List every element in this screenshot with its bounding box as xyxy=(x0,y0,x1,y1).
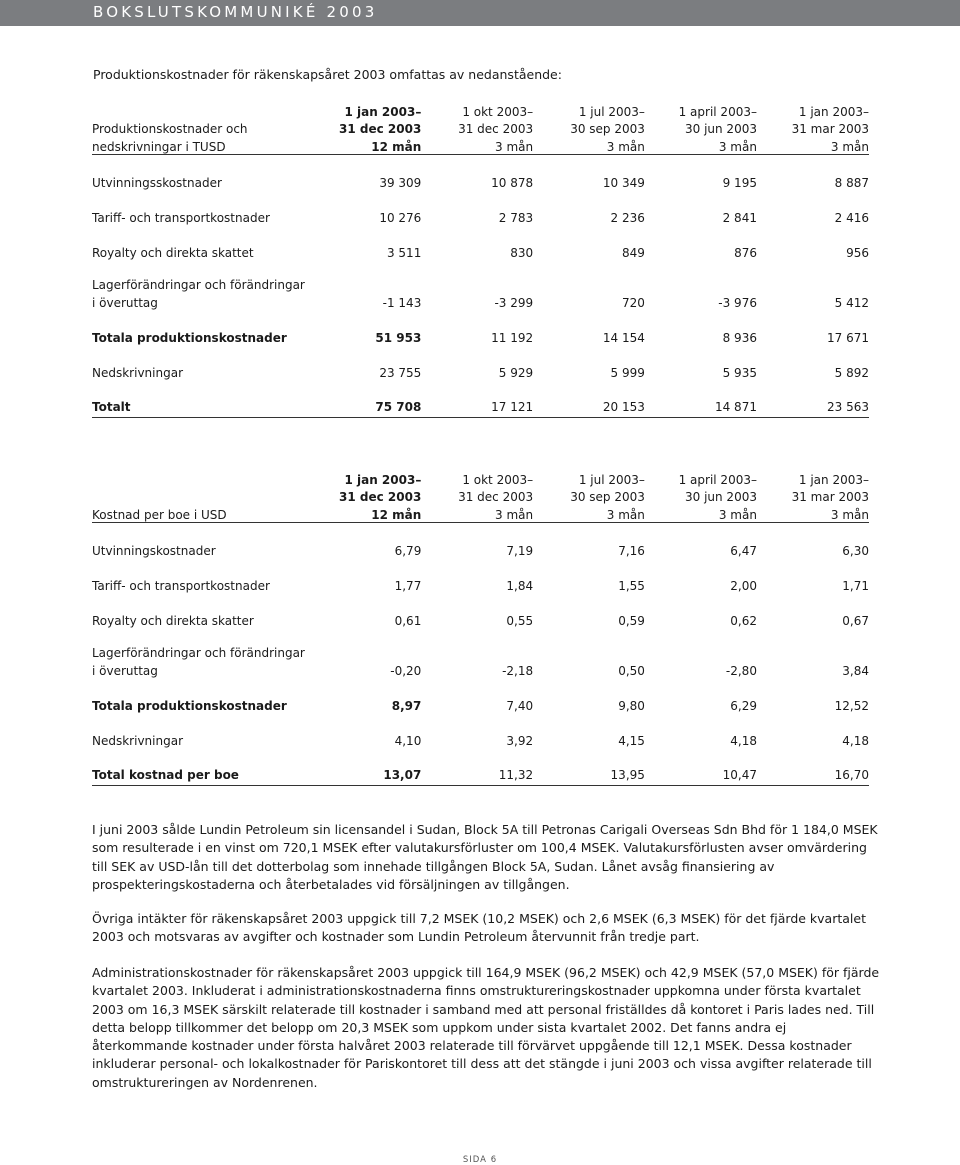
cell: 1,84 xyxy=(506,579,534,593)
row-label: Royalty och direkta skatter xyxy=(92,614,254,628)
cell: 11 192 xyxy=(491,330,534,345)
row-label: Royalty och direkta skattet xyxy=(92,246,254,260)
column-header: 12 mån xyxy=(339,136,421,155)
table-row xyxy=(92,628,869,660)
table-row xyxy=(92,190,869,225)
cell: 17 121 xyxy=(421,380,533,418)
cell: 4,18 xyxy=(842,733,869,748)
cell: 10 878 xyxy=(491,176,534,190)
column-header: 31 dec 2003 xyxy=(339,122,422,136)
cell: 2 236 xyxy=(610,211,645,225)
production-cost-table xyxy=(92,101,869,418)
cell: 4,10 xyxy=(394,733,422,748)
cell: 8 936 xyxy=(722,330,757,345)
cell: 0,50 xyxy=(618,663,645,678)
table-row xyxy=(92,593,869,628)
cell: 17 671 xyxy=(827,330,869,345)
cell: 16,70 xyxy=(757,748,869,786)
cell: 2,00 xyxy=(730,579,757,593)
cell: -3 976 xyxy=(718,295,757,310)
paragraph-admin-costs: Administrationskostnader för räkenskapsåret 2003 uppgick till 164,9 MSEK (96,2 MSEK) och 42,9 MSEK (57,0 MSEK) för fjärde kvartalet 2003. Inkluderat i administrationskostnaderna finns omstruktureringskostnader uppkomna under första kvartalet 2003 om 16,3 MSEK särskilt relaterade till kostnader i samband med att personal friställdes då kontoret i Paris lades ned. Till detta belopp tillkommer det belopp om 20,3 MSEK som uppkom under sista kvartalet 2002. Det fanns andra ej återkommande kostnader under första halvåret 2003 relaterade till förvärvet uppgående till 12,1 MSEK. Dessa kostnader inkluderar personal- och lokalkostnader för Pariskontoret till dess att det stängde i juni 2003 och vissa avgifter relaterade till omstruktureringen av Nordenrenen. xyxy=(92,965,880,1090)
row-label: Utvinningsskostnader xyxy=(92,176,222,190)
row-label: Nedskrivningar xyxy=(92,733,183,748)
column-header: 1 april 2003– xyxy=(678,472,757,487)
table-header-label: Produktionskostnader och xyxy=(92,122,248,136)
cell: 5 999 xyxy=(610,365,645,380)
column-header: 1 jan 2003– xyxy=(798,472,869,487)
cell: 830 xyxy=(510,246,534,260)
column-header: 12 mån xyxy=(339,504,421,523)
table-row xyxy=(92,225,869,260)
column-header: 1 jan 2003– xyxy=(344,472,422,487)
cell: 3,84 xyxy=(842,663,869,678)
column-header: 1 jul 2003– xyxy=(578,472,645,487)
cost-per-boe-table xyxy=(92,469,869,786)
row-label: Tariff- och transportkostnader xyxy=(92,211,270,225)
column-header: 31 mar 2003 xyxy=(791,490,869,504)
table-header-label: nedskrivningar i TUSD xyxy=(92,136,339,155)
column-header: 31 dec 2003 xyxy=(458,490,534,504)
intro-text: Produktionskostnader för räkenskapsåret 2003 omfattas av nedanstående: xyxy=(93,67,562,82)
column-header: 1 okt 2003– xyxy=(462,104,534,119)
cell: 1,77 xyxy=(394,579,422,593)
cell: 5 935 xyxy=(722,365,757,380)
cell: 6,29 xyxy=(730,698,757,713)
cell: 20 153 xyxy=(533,380,645,418)
paragraph-other-income: Övriga intäkter för räkenskapsåret 2003 uppgick till 7,2 MSEK (10,2 MSEK) och 2,6 MSEK (6,3 MSEK) för det fjärde kvartalet 2003 och motsvaras av avgifter och kostnader som Lundin Petroleum återvunnit från tredje part. xyxy=(92,911,866,945)
column-header: 1 jul 2003– xyxy=(578,104,645,119)
table-row-total xyxy=(92,748,869,786)
cell: -2,80 xyxy=(725,663,757,678)
cell: 8,97 xyxy=(391,698,422,713)
table-row-total xyxy=(92,380,869,418)
column-header: 30 sep 2003 xyxy=(570,490,645,504)
table-row xyxy=(92,155,869,191)
document-title: BOKSLUTSKOMMUNIKÉ 2003 xyxy=(93,3,378,21)
column-header: 3 mån xyxy=(421,136,533,155)
table-row xyxy=(92,292,869,310)
cell: 12,52 xyxy=(834,698,869,713)
cell: -1 143 xyxy=(382,295,422,310)
cell: 4,15 xyxy=(618,733,645,748)
cell: 9 195 xyxy=(722,176,757,190)
cell: 23 755 xyxy=(379,365,422,380)
column-header: 3 mån xyxy=(645,136,757,155)
cell: 0,61 xyxy=(394,614,422,628)
column-header: 3 mån xyxy=(533,136,645,155)
table-row xyxy=(92,310,869,345)
cell: 10,47 xyxy=(645,748,757,786)
row-label: Total kostnad per boe xyxy=(92,748,339,786)
cell: 7,40 xyxy=(506,698,534,713)
row-label: Totalt xyxy=(92,380,339,418)
column-header: 30 jun 2003 xyxy=(684,122,757,136)
cell: 849 xyxy=(622,246,645,260)
row-label: Totala produktionskostnader xyxy=(92,698,287,713)
cell: 7,19 xyxy=(506,544,534,558)
cell: 876 xyxy=(734,246,757,260)
row-label: Lagerförändringar och förändringar xyxy=(92,278,305,292)
column-header: 30 sep 2003 xyxy=(570,122,645,136)
table-row xyxy=(92,678,869,713)
cell: 5 892 xyxy=(834,365,869,380)
row-label: Lagerförändringar och förändringar xyxy=(92,646,305,660)
row-label-continued: i överuttag xyxy=(92,295,158,310)
row-label: Nedskrivningar xyxy=(92,365,183,380)
cell: 1,55 xyxy=(618,579,645,593)
table-header-label: Kostnad per boe i USD xyxy=(92,504,339,523)
table-header-label xyxy=(92,101,339,119)
table-row xyxy=(92,558,869,593)
cell: 6,47 xyxy=(730,544,757,558)
page-number: SIDA 6 xyxy=(462,1155,498,1165)
cell: 23 563 xyxy=(757,380,869,418)
column-header: 1 okt 2003– xyxy=(462,472,534,487)
cell: 4,18 xyxy=(730,733,757,748)
cell: 0,55 xyxy=(506,614,534,628)
column-header: 1 jan 2003– xyxy=(798,104,869,119)
cell: 6,79 xyxy=(394,544,422,558)
cell: 2 841 xyxy=(722,211,757,225)
cell: 13,07 xyxy=(339,748,421,786)
row-label-continued: i överuttag xyxy=(92,663,158,678)
row-label: Utvinningskostnader xyxy=(92,544,216,558)
cell: 720 xyxy=(622,295,645,310)
row-label: Totala produktionskostnader xyxy=(92,330,287,345)
cell: -3 299 xyxy=(494,295,534,310)
table-row xyxy=(92,523,869,559)
table-row xyxy=(92,260,869,292)
cell: 10 276 xyxy=(379,211,422,225)
cell: 3 511 xyxy=(386,246,422,260)
cell: 10 349 xyxy=(602,176,645,190)
cell: 39 309 xyxy=(379,176,422,190)
paragraph-sudan-sale: I juni 2003 sålde Lundin Petroleum sin licensandel i Sudan, Block 5A till Petronas Carigali Overseas Sdn Bhd för 1 184,0 MSEK som resulterade i en vinst om 720,1 MSEK efter valutakursförluster om 100,4 MSEK. Valutakursförlusten avser omvärdering till SEK av USD-lån till det dotterbolag som innehade tillgången Block 5A, Sudan. Lånet avsåg finansiering av prospekteringskostaderna och återbetalades vid försäljningen av tillgången. xyxy=(92,822,878,892)
cell: 75 708 xyxy=(339,380,421,418)
cell: 14 871 xyxy=(645,380,757,418)
column-header: 30 jun 2003 xyxy=(684,490,757,504)
cell: 0,59 xyxy=(618,614,645,628)
column-header: 1 jan 2003– xyxy=(344,104,422,119)
cell: 6,30 xyxy=(842,544,869,558)
table-header-label xyxy=(92,487,339,505)
cell: 11,32 xyxy=(421,748,533,786)
cell: 14 154 xyxy=(602,330,645,345)
table-row xyxy=(92,660,869,678)
cell: 51 953 xyxy=(375,330,422,345)
cell: 5 412 xyxy=(834,295,869,310)
table-row xyxy=(92,713,869,748)
cell: 3,92 xyxy=(506,733,534,748)
cell: 9,80 xyxy=(618,698,645,713)
cell: 0,62 xyxy=(730,614,757,628)
cell: -0,20 xyxy=(390,663,422,678)
row-label: Tariff- och transportkostnader xyxy=(92,579,270,593)
table-row xyxy=(92,345,869,380)
column-header: 3 mån xyxy=(757,136,869,155)
column-header: 3 mån xyxy=(533,504,645,523)
cell: 0,67 xyxy=(842,614,869,628)
cell: 7,16 xyxy=(618,544,645,558)
cell: -2,18 xyxy=(502,663,534,678)
column-header: 3 mån xyxy=(421,504,533,523)
column-header: 1 april 2003– xyxy=(678,104,757,119)
cell: 13,95 xyxy=(533,748,645,786)
table-header-label xyxy=(92,469,339,487)
cell: 2 416 xyxy=(834,211,869,225)
column-header: 31 mar 2003 xyxy=(791,122,869,136)
column-header: 3 mån xyxy=(645,504,757,523)
cell: 5 929 xyxy=(498,365,534,380)
cell: 2 783 xyxy=(498,211,534,225)
column-header: 31 dec 2003 xyxy=(458,122,534,136)
header-bar xyxy=(0,0,960,26)
column-header: 31 dec 2003 xyxy=(339,490,422,504)
cell: 956 xyxy=(846,246,869,260)
column-header: 3 mån xyxy=(757,504,869,523)
cell: 1,71 xyxy=(842,579,869,593)
cell: 8 887 xyxy=(834,176,869,190)
